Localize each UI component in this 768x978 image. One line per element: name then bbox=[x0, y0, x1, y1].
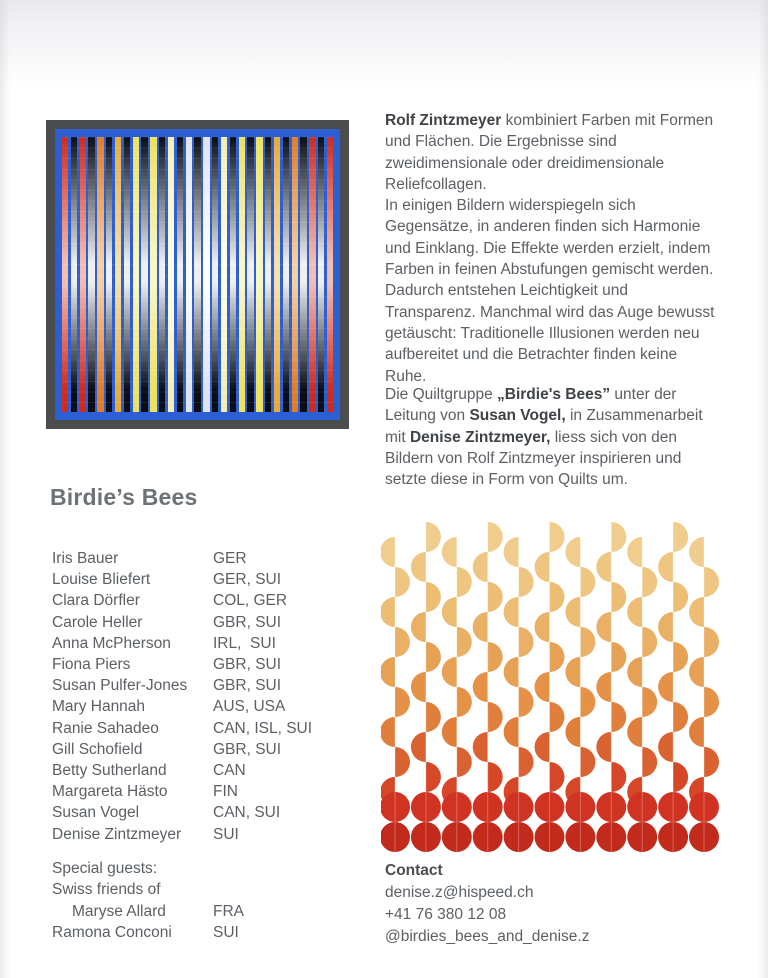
member-countries: SUI bbox=[213, 825, 239, 843]
dark-stripe bbox=[106, 137, 112, 412]
member-name: Susan Pulfer-Jones bbox=[52, 677, 188, 695]
dark-stripe bbox=[159, 137, 165, 412]
member-countries: GER, SUI bbox=[213, 571, 282, 589]
yellow-stripe bbox=[239, 137, 245, 412]
half-circle-shape bbox=[395, 627, 410, 657]
half-circle-shape bbox=[457, 567, 472, 597]
member-countries: GBR, SUI bbox=[213, 613, 282, 631]
half-circle-shape bbox=[411, 732, 426, 762]
cream-stripe bbox=[221, 137, 227, 412]
half-circle-shape bbox=[689, 657, 704, 687]
dark-stripe bbox=[212, 137, 218, 412]
half-circle-shape bbox=[596, 672, 611, 702]
contact-label: Contact bbox=[385, 862, 443, 879]
half-circle-shape bbox=[442, 597, 457, 627]
member-countries: GBR, SUI bbox=[213, 740, 282, 758]
half-circle-shape bbox=[673, 522, 688, 552]
member-name: Ranie Sahadeo bbox=[52, 719, 159, 737]
member-name: Fiona Piers bbox=[52, 656, 131, 674]
member-row bbox=[52, 696, 362, 717]
special-guests-section bbox=[52, 858, 362, 943]
gold-stripe bbox=[115, 137, 121, 412]
special-guests-label: Special guests: bbox=[52, 860, 158, 877]
half-circle-shape bbox=[442, 657, 457, 687]
contact-phone: +41 76 380 12 08 bbox=[385, 906, 507, 923]
half-circle-shape bbox=[596, 612, 611, 642]
contact-section bbox=[385, 860, 718, 948]
half-circle-shape bbox=[611, 522, 626, 552]
dark-stripe bbox=[230, 137, 236, 412]
bold-text: „Birdie's Bees” bbox=[497, 386, 611, 403]
half-circle-shape bbox=[488, 702, 503, 732]
member-row bbox=[52, 612, 362, 633]
dark-stripe bbox=[283, 137, 289, 412]
half-circle-shape bbox=[704, 567, 719, 597]
guest-name: Ramona Conconi bbox=[52, 923, 172, 941]
half-circle-shape bbox=[395, 687, 410, 717]
member-name: Clara Dörfler bbox=[52, 592, 140, 610]
half-circle-shape bbox=[673, 702, 688, 732]
red-stripe bbox=[80, 137, 86, 412]
half-circle-shape bbox=[596, 732, 611, 762]
dark-stripe bbox=[88, 137, 94, 412]
member-row bbox=[52, 548, 362, 569]
member-countries: GBR, SUI bbox=[213, 677, 282, 695]
half-circle-shape bbox=[504, 597, 519, 627]
half-circle-shape bbox=[611, 702, 626, 732]
dark-stripe bbox=[124, 137, 130, 412]
half-circle-shape bbox=[381, 597, 395, 627]
half-circle-shape bbox=[673, 582, 688, 612]
member-row bbox=[52, 590, 362, 611]
striped-collage-stripes bbox=[62, 137, 333, 412]
member-row bbox=[52, 569, 362, 590]
member-row bbox=[52, 760, 362, 781]
half-circle-shape bbox=[519, 687, 534, 717]
half-circle-shape bbox=[596, 552, 611, 582]
half-circle-shape bbox=[488, 582, 503, 612]
bold-text: Susan Vogel, bbox=[469, 407, 566, 425]
half-circle-shape bbox=[488, 762, 503, 792]
half-circle-shape bbox=[488, 642, 503, 672]
member-name: Mary Hannah bbox=[52, 698, 146, 716]
half-circle-shape bbox=[535, 552, 550, 582]
member-name: Carole Heller bbox=[52, 613, 143, 631]
half-circle-shape bbox=[519, 747, 534, 777]
guest-row bbox=[52, 901, 362, 922]
half-circle-shape bbox=[473, 612, 488, 642]
half-circle-shape bbox=[580, 627, 595, 657]
yellow-stripe bbox=[256, 137, 262, 412]
body-text: kombiniert Farben mit Formen und Flächen. Die Ergebnisse sind zweidimensionale oder dreidimensionale Reliefcollagen. bbox=[385, 112, 714, 193]
member-row bbox=[52, 654, 362, 675]
guest-row bbox=[52, 922, 362, 943]
half-circle-shape bbox=[426, 642, 441, 672]
half-circle-shape bbox=[504, 537, 519, 567]
half-circle-shape bbox=[381, 537, 395, 567]
member-countries: CAN, SUI bbox=[213, 804, 281, 822]
half-circle-shape bbox=[535, 612, 550, 642]
member-row bbox=[52, 739, 362, 760]
half-circle-shape bbox=[550, 522, 565, 552]
half-circle-shape bbox=[627, 657, 642, 687]
half-circle-shape bbox=[426, 582, 441, 612]
member-name: Iris Bauer bbox=[52, 550, 119, 567]
half-circle-shape bbox=[673, 642, 688, 672]
half-circle-shape bbox=[658, 732, 673, 762]
member-countries: FIN bbox=[213, 783, 238, 801]
guest-countries: SUI bbox=[213, 923, 239, 941]
member-row bbox=[52, 718, 362, 739]
half-circle-shape bbox=[426, 522, 441, 552]
half-circle-shape bbox=[689, 597, 704, 627]
dark-stripe bbox=[177, 137, 183, 412]
dark-stripe bbox=[300, 137, 306, 412]
half-circle-shape bbox=[442, 537, 457, 567]
half-circle-shape bbox=[411, 672, 426, 702]
white-stripe bbox=[186, 137, 192, 412]
yellow-stripe bbox=[150, 137, 156, 412]
member-name: Betty Sutherland bbox=[52, 762, 167, 780]
half-circle-shape bbox=[457, 747, 472, 777]
half-circle-shape bbox=[627, 597, 642, 627]
half-circle-shape bbox=[658, 552, 673, 582]
guest-countries: FRA bbox=[213, 902, 244, 920]
orange-stripe bbox=[292, 137, 298, 412]
member-row bbox=[52, 781, 362, 802]
half-circle-shape bbox=[473, 732, 488, 762]
member-countries: IRL, SUI bbox=[213, 634, 276, 652]
half-circle-shape bbox=[611, 642, 626, 672]
striped-collage-inner-frame bbox=[55, 129, 340, 420]
half-circle-shape bbox=[395, 747, 410, 777]
half-circle-shape bbox=[519, 567, 534, 597]
cream-stripe bbox=[168, 137, 174, 412]
half-circle-shape bbox=[689, 717, 704, 747]
dark-stripe bbox=[194, 137, 200, 412]
half-circle-shape bbox=[689, 537, 704, 567]
bold-text: Denise Zintzmeyer, bbox=[409, 428, 551, 446]
quilt-group-paragraph bbox=[385, 384, 718, 490]
half-circle-shape bbox=[488, 522, 503, 552]
dark-stripe bbox=[318, 137, 324, 412]
member-name: Denise Zintzmeyer bbox=[52, 825, 182, 843]
half-circle-shape bbox=[627, 537, 642, 567]
page-title: Birdie’s Bees bbox=[50, 484, 198, 510]
half-circle-shape bbox=[673, 762, 688, 792]
wave-circles-svg bbox=[381, 522, 721, 852]
page-right-shading bbox=[758, 0, 768, 978]
half-circle-shape bbox=[565, 657, 580, 687]
half-circle-shape bbox=[658, 612, 673, 642]
member-name: Margareta Hästo bbox=[52, 783, 168, 801]
half-circle-shape bbox=[704, 687, 719, 717]
member-name: Gill Schofield bbox=[52, 740, 143, 758]
dark-stripe bbox=[247, 137, 253, 412]
red-stripe bbox=[62, 137, 68, 412]
bold-text: Rolf Zintzmeyer bbox=[385, 112, 502, 129]
half-circle-shape bbox=[550, 642, 565, 672]
half-circle-shape bbox=[611, 582, 626, 612]
body-text: unter der Leitung von bbox=[385, 386, 677, 425]
red-stripe bbox=[327, 137, 333, 412]
member-name: Anna McPherson bbox=[52, 634, 171, 652]
member-row bbox=[52, 802, 362, 823]
page-top-shading bbox=[0, 0, 768, 90]
contact-email: denise.z@hispeed.ch bbox=[385, 884, 534, 901]
half-circle-shape bbox=[473, 552, 488, 582]
contact-instagram: @birdies_bees_and_denise.z bbox=[385, 928, 590, 945]
half-circle-shape bbox=[457, 687, 472, 717]
half-circle-shape bbox=[642, 747, 657, 777]
half-circle-shape bbox=[580, 747, 595, 777]
member-countries: COL, GER bbox=[213, 592, 288, 610]
half-circle-shape bbox=[658, 672, 673, 702]
half-circle-shape bbox=[704, 747, 719, 777]
half-circle-shape bbox=[565, 597, 580, 627]
body-text: In einigen Bildern widerspiegeln sich Gegensätze, in anderen finden sich Harmonie und Einklang. Die Effekte werden erzielt, indem Farben in feinen Abstufungen gemischt werden. Dadurch entstehen Leichtigkeit und Transparenz. Manchmal wird das Auge bewusst getäuscht: Traditionelle Illusionen werden neu aufbereitet und die Betrachter finden keine Ruhe. bbox=[385, 197, 715, 385]
member-row bbox=[52, 824, 362, 845]
body-text: Die Quiltgruppe bbox=[385, 386, 498, 403]
special-guests-sublabel: Swiss friends of bbox=[52, 881, 161, 899]
half-circle-shape bbox=[395, 567, 410, 597]
member-countries: GER bbox=[213, 550, 247, 567]
member-countries: GBR, SUI bbox=[213, 656, 282, 674]
dark-stripe bbox=[141, 137, 147, 412]
members-list bbox=[52, 548, 362, 845]
body-text: liess sich von den Bildern von Rolf Zintzmeyer inspirieren und setzte diese in Form von Quilts um. bbox=[385, 428, 682, 489]
half-circle-shape bbox=[627, 717, 642, 747]
half-circle-shape bbox=[535, 732, 550, 762]
member-countries: AUS, USA bbox=[213, 698, 286, 716]
half-circle-shape bbox=[565, 717, 580, 747]
half-circle-shape bbox=[519, 627, 534, 657]
dark-stripe bbox=[71, 137, 77, 412]
half-circle-shape bbox=[550, 702, 565, 732]
red-stripe bbox=[309, 137, 315, 412]
member-countries: CAN bbox=[213, 762, 246, 780]
dark-stripe bbox=[265, 137, 271, 412]
half-circle-shape bbox=[704, 627, 719, 657]
half-circle-shape bbox=[504, 717, 519, 747]
half-circle-shape bbox=[411, 552, 426, 582]
half-circle-shape bbox=[642, 567, 657, 597]
member-row bbox=[52, 675, 362, 696]
orange-stripe bbox=[97, 137, 103, 412]
half-circle-shape bbox=[611, 762, 626, 792]
half-circle-shape bbox=[381, 717, 395, 747]
half-circle-shape bbox=[473, 672, 488, 702]
member-countries: CAN, ISL, SUI bbox=[213, 719, 313, 737]
half-circle-shape bbox=[381, 657, 395, 687]
half-circle-shape bbox=[550, 582, 565, 612]
member-name: Susan Vogel bbox=[52, 804, 140, 822]
member-name: Louise Bliefert bbox=[52, 571, 151, 589]
half-circle-shape bbox=[442, 717, 457, 747]
half-circle-shape bbox=[535, 672, 550, 702]
half-circle-shape bbox=[457, 627, 472, 657]
body-text: in Zusammenarbeit mit bbox=[385, 407, 703, 446]
half-circle-shape bbox=[580, 567, 595, 597]
white-stripe bbox=[203, 137, 209, 412]
half-circle-shape bbox=[426, 762, 441, 792]
page-left-shading bbox=[0, 0, 10, 978]
half-circle-shape bbox=[504, 657, 519, 687]
half-circle-shape bbox=[580, 687, 595, 717]
gold-stripe bbox=[274, 137, 280, 412]
half-circle-shape bbox=[565, 537, 580, 567]
half-circle-shape bbox=[411, 612, 426, 642]
intro-paragraph bbox=[385, 110, 718, 387]
half-circle-shape bbox=[642, 627, 657, 657]
half-circle-shape bbox=[426, 702, 441, 732]
half-circle-shape bbox=[642, 687, 657, 717]
yellow-stripe bbox=[133, 137, 139, 412]
guest-name: Maryse Allard bbox=[72, 902, 166, 920]
striped-collage-artwork bbox=[46, 120, 349, 429]
half-circle-shape bbox=[550, 762, 565, 792]
wave-circles-artwork bbox=[381, 522, 721, 852]
member-row bbox=[52, 633, 362, 654]
